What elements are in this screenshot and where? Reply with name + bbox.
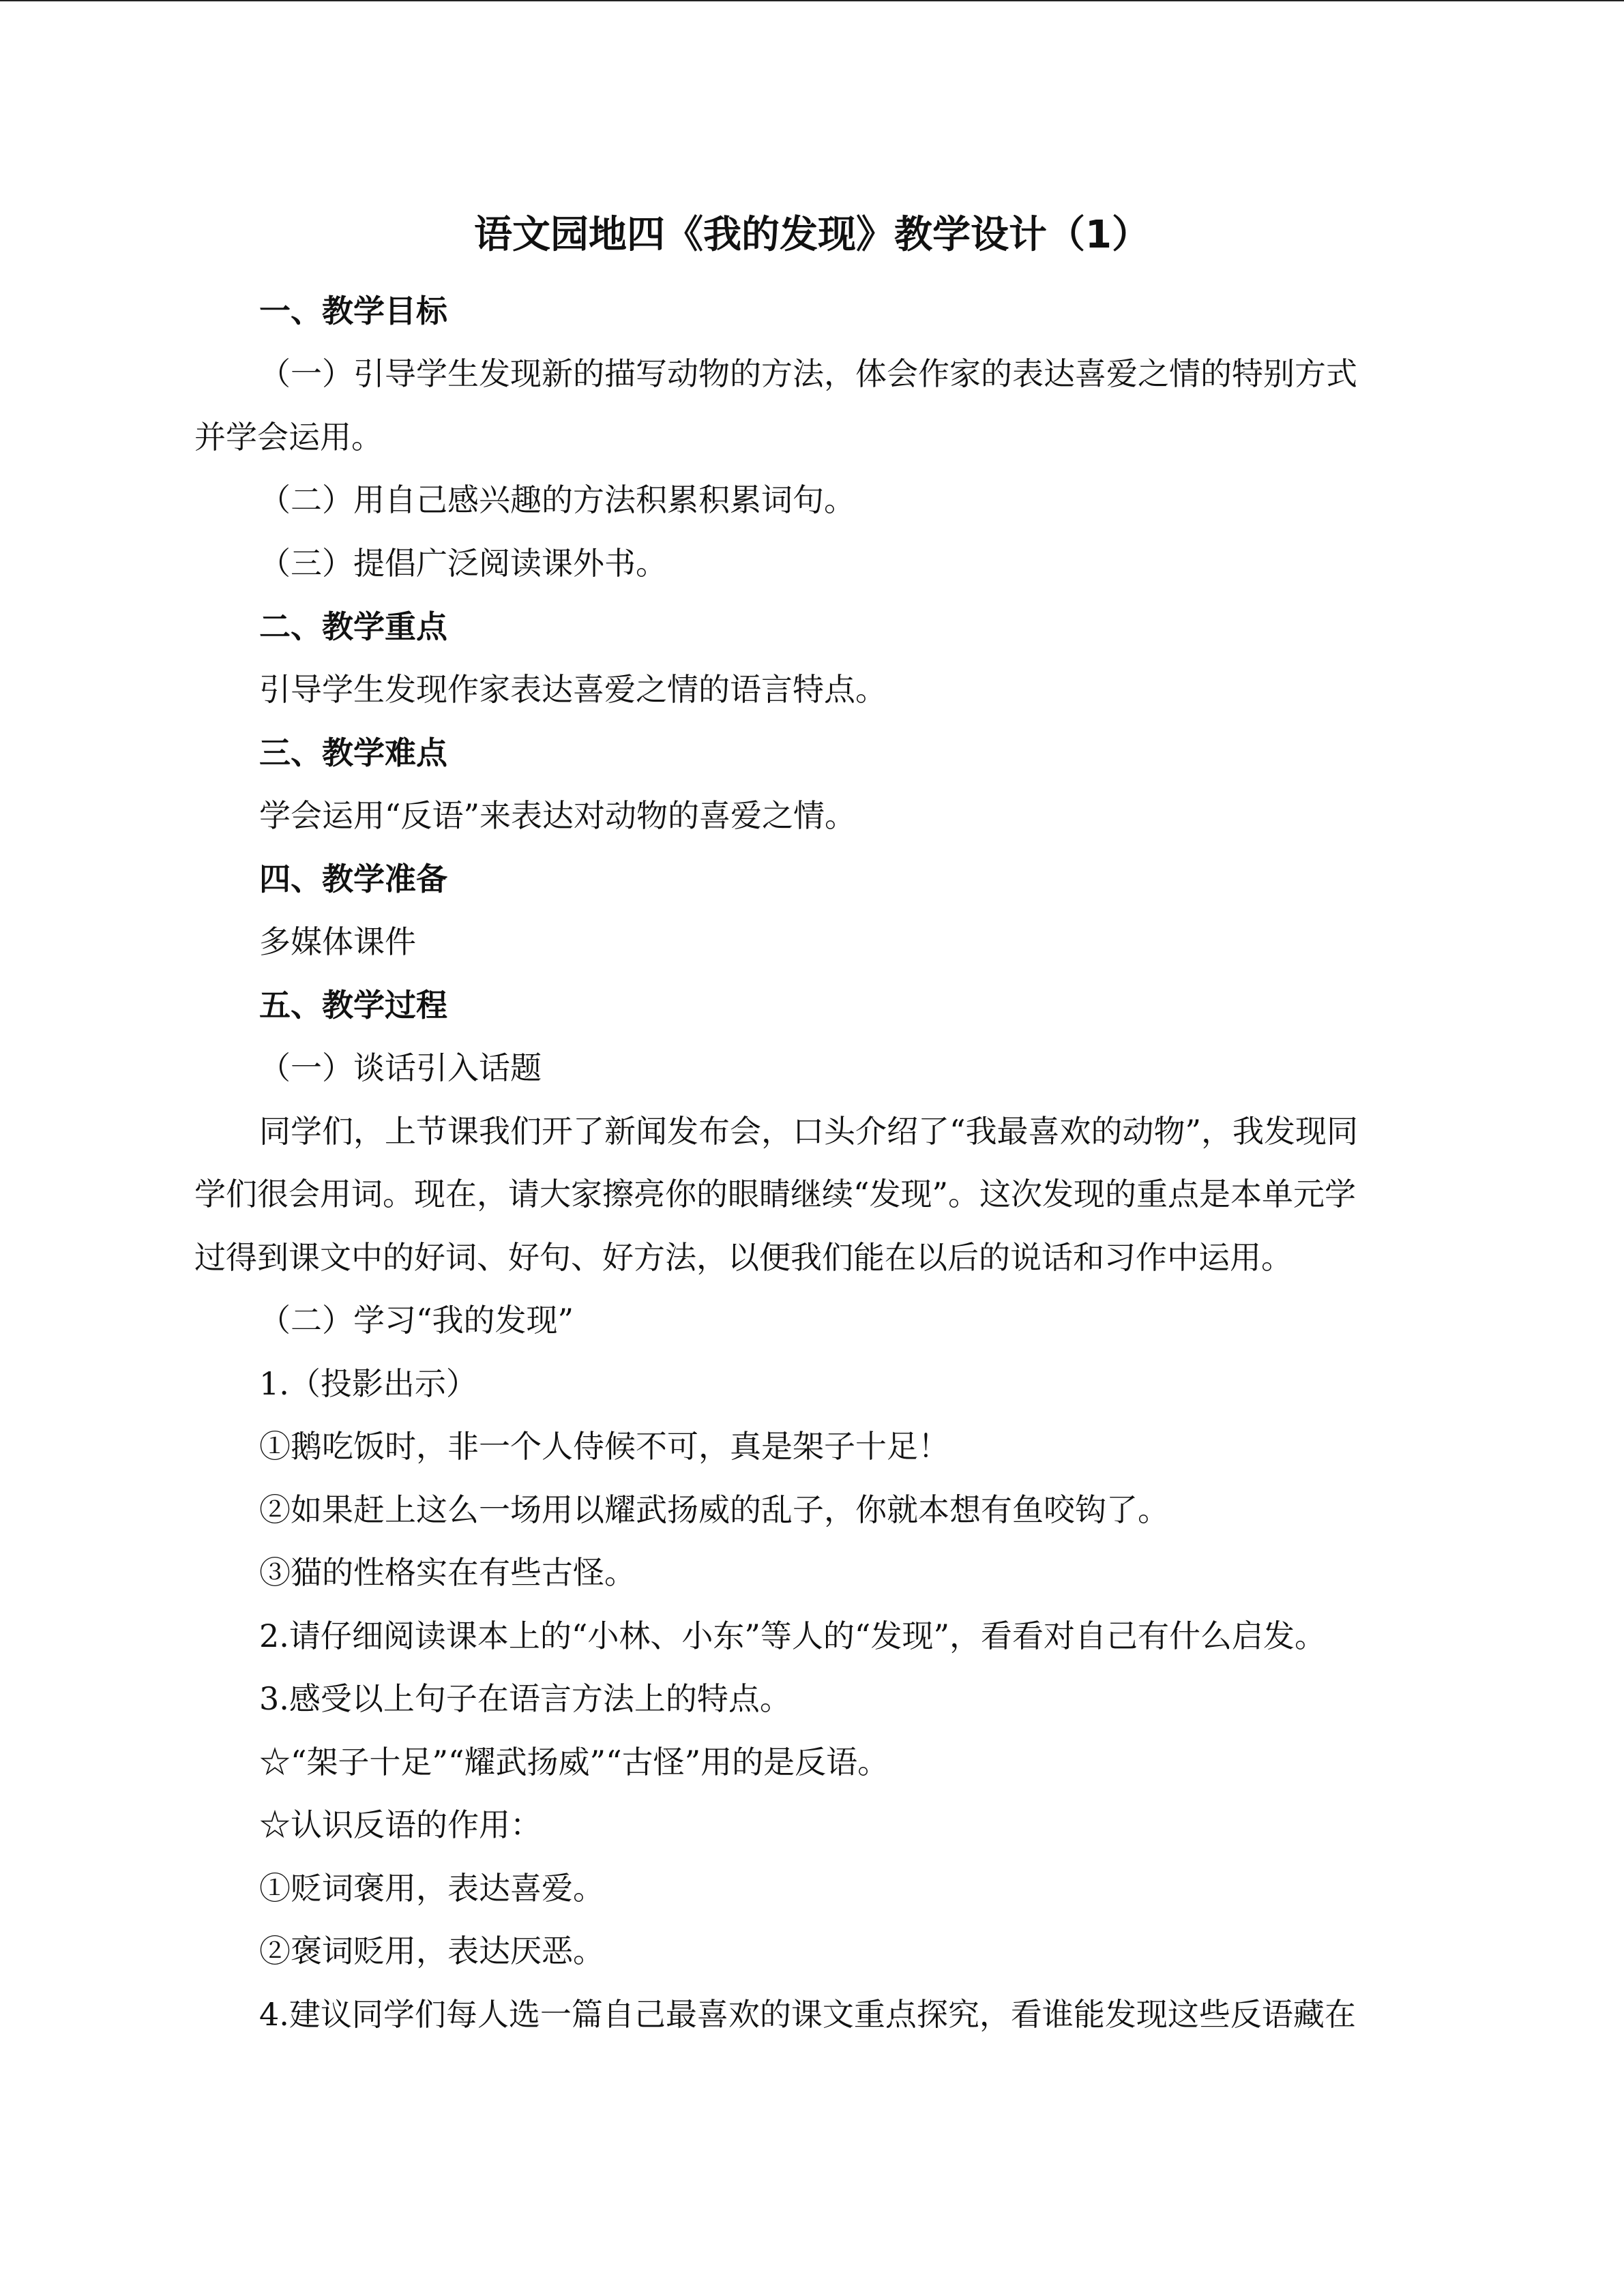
heading-difficulties: 三、教学难点 [259,734,447,771]
intro-paragraph-line-1: 同学们，上节课我们开了新闻发布会，口头介绍了“我最喜欢的动物”，我发现同 [259,1113,1359,1150]
goal-1-line-2: 并学会运用。 [194,419,383,456]
step-4: 4.建议同学们每人选一篇自己最喜欢的课文重点探究，看谁能发现这些反语藏在 [259,1996,1356,2033]
goal-2: （二）用自己感兴趣的方法积累积累词句。 [259,481,855,518]
example-sentence-1: ①鹅吃饭时，非一个人侍候不可，真是架子十足！ [259,1428,949,1465]
process-section-1: （一）谈话引入话题 [259,1049,542,1086]
irony-use-2: ②褒词贬用，表达厌恶。 [259,1933,604,1969]
intro-paragraph-line-3: 过得到课文中的好词、好句、好方法，以便我们能在以后的说话和习作中运用。 [194,1239,1293,1276]
difficulties-text: 学会运用“反语”来表达对动物的喜爱之情。 [259,797,857,834]
irony-use-1: ①贬词褒用，表达喜爱。 [259,1870,604,1907]
example-sentence-3: ③猫的性格实在有些古怪。 [259,1554,636,1591]
page-top-border [0,0,1624,1]
heading-teaching-goals: 一、教学目标 [259,293,447,329]
goal-3: （三）提倡广泛阅读课外书。 [259,545,667,582]
heading-preparation: 四、教学准备 [259,861,447,897]
star-note-1: ☆“架子十足”“耀武扬威”“古怪”用的是反语。 [259,1744,889,1780]
preparation-text: 多媒体课件 [259,923,416,960]
process-section-2: （二）学习“我的发现” [259,1302,574,1339]
step-1: 1.（投影出示） [259,1365,477,1402]
intro-paragraph-line-2: 学们很会用词。现在，请大家擦亮你的眼睛继续“发现”。这次发现的重点是本单元学 [194,1176,1357,1212]
heading-key-points: 二、教学重点 [259,608,447,645]
document-title: 语文园地四《我的发现》教学设计（1） [474,213,1150,257]
step-3: 3.感受以上句子在语言方法上的特点。 [259,1680,791,1717]
key-points-text: 引导学生发现作家表达喜爱之情的语言特点。 [259,671,887,708]
goal-1-line-1: （一）引导学生发现新的描写动物的方法，体会作家的表达喜爱之情的特别方式 [259,355,1357,392]
heading-process: 五、教学过程 [259,987,447,1024]
star-note-2: ☆认识反语的作用： [259,1806,542,1843]
step-2: 2.请仔细阅读课本上的“小林、小东”等人的“发现”，看看对自己有什么启发。 [259,1617,1326,1654]
example-sentence-2: ②如果赶上这么一场用以耀武扬威的乱子，你就本想有鱼咬钩了。 [259,1491,1169,1528]
